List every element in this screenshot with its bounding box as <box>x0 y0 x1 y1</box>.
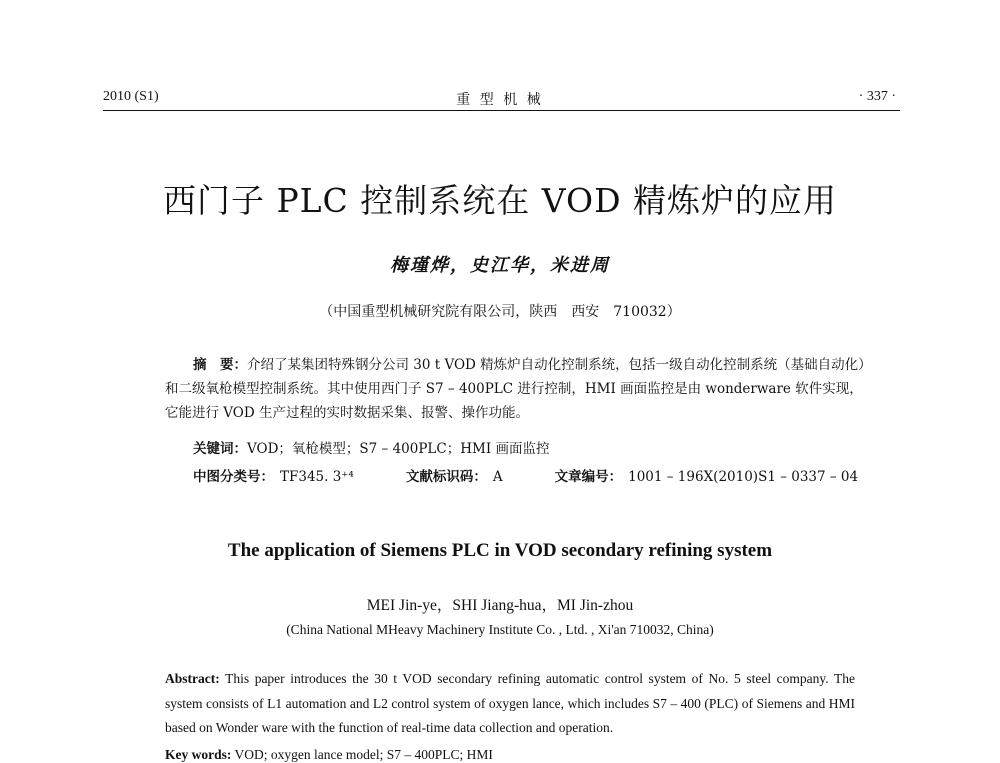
english-authors: MEI Jin-ye，SHI Jiang-hua，MI Jin-zhou <box>366 597 634 614</box>
chinese-keywords-text: VOD；氧枪模型；S7 – 400PLC；HMI 画面监控 <box>247 441 550 457</box>
class-value: TF345. 3⁺⁴ <box>280 469 354 485</box>
english-affiliation: (China National MHeavy Machinery Institute Co. , Ltd. , Xi'an 710032, China) <box>286 622 714 637</box>
chinese-affiliation: （中国重型机械研究院有限公司，陕西 西安 710032） <box>319 304 681 320</box>
chinese-authors: 梅瑾烨，史江华，米进周 <box>390 255 610 276</box>
header-rule <box>103 110 900 111</box>
english-keywords <box>165 747 493 763</box>
chinese-abstract-label: 摘 要： <box>193 357 247 373</box>
english-title: The application of Siemens PLC in VOD secondary refining system <box>227 540 773 561</box>
chinese-abstract <box>165 353 865 425</box>
running-header-journal: 重 型 机 械 <box>456 93 544 108</box>
english-abstract-label: Abstract: <box>165 671 220 686</box>
chinese-title: 西门子 PLC 控制系统在 VOD 精炼炉的应用 <box>162 181 838 220</box>
article-value: 1001 – 196X(2010)S1 – 0337 – 04 <box>628 469 859 485</box>
chinese-keywords-label: 关键词： <box>193 441 247 457</box>
english-keywords-label: Key words: <box>165 747 232 762</box>
english-keywords-text: VOD; oxygen lance model; S7 – 400PLC; HMI <box>234 747 493 762</box>
chinese-abstract-text: 介绍了某集团特殊钢分公司 30 t VOD 精炼炉自动化控制系统，包括一级自动化控制系统（基础自动化）和二级氧枪模型控制系统。其中使用西门子 S7 – 400PLC 进行控制，HMI 画面监控是由 wonderware 软件实现，它能进行 VOD 生产过程的实时数据采集、报警、操作功能。 <box>165 357 865 421</box>
running-header-issue: 2010 (S1) <box>103 89 159 104</box>
article-label: 文章编号： <box>554 469 623 485</box>
english-abstract-text: This paper introduces the 30 t VOD secondary refining automatic control system of No. 5 steel company. The system consists of L1 automation and L2 control system of oxygen lance, which includes S7 – 400 (PLC) of Siemens and HMI based on Wonder ware with the function of real-time data collection and operation. <box>165 671 855 735</box>
classification-row <box>193 465 864 485</box>
english-abstract <box>165 667 855 741</box>
chinese-keywords <box>193 437 549 461</box>
doccode-value: A <box>492 469 503 485</box>
page-number: · 337 · <box>858 89 896 104</box>
class-label: 中图分类号： <box>193 469 274 485</box>
doccode-label: 文献标识码： <box>405 469 487 485</box>
